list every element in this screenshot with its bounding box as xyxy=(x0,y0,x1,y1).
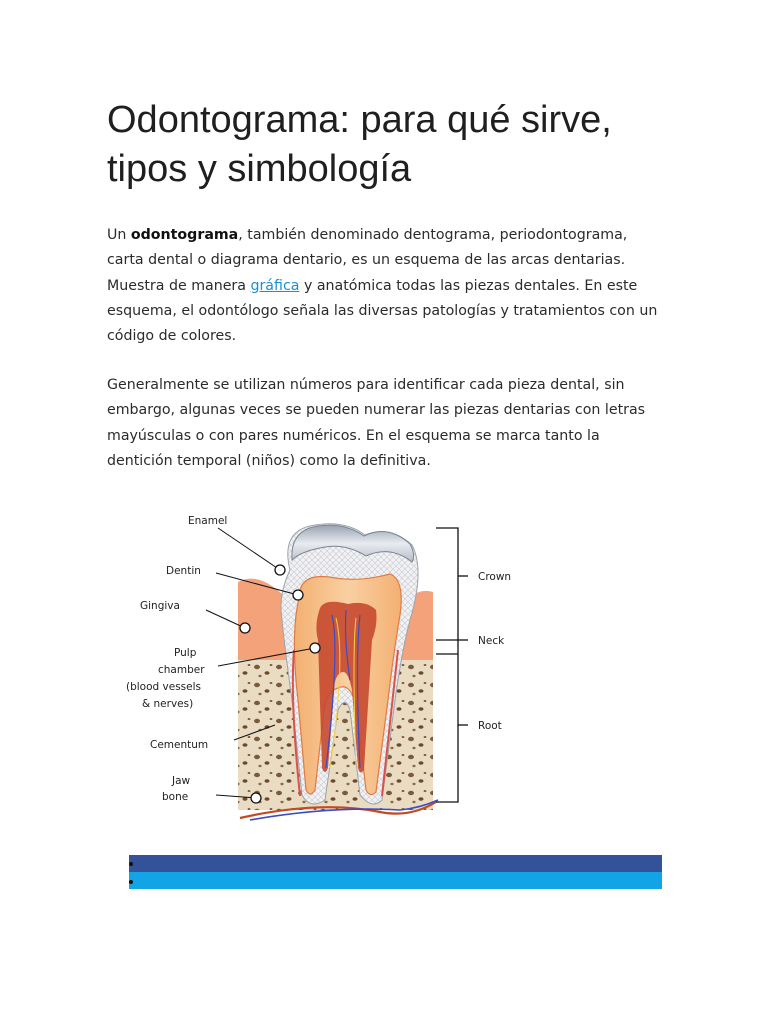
label-jaw-1: Jaw xyxy=(172,775,191,787)
label-cementum: Cementum xyxy=(150,739,209,751)
label-crown: Crown xyxy=(478,571,512,583)
paragraph-numbering: Generalmente se utilizan números para identificar cada pieza dental, sin embargo, algunas veces se pueden numerar las piezas dentarias con letras mayúsculas o con pares numéricos. En el esquema se marca tanto la dentición temporal (niños) como la definitiva. xyxy=(107,377,646,469)
grafica-link[interactable]: gráfica xyxy=(250,277,300,294)
intro-text-a: Un xyxy=(107,227,131,243)
intro-text-b: , también denominado dentograma, periodontograma, carta dental o diagrama dentario, es un esquema de las arcas dentarias. Muestra de manera xyxy=(107,227,628,294)
label-jaw-2: bone xyxy=(162,791,189,803)
label-gingiva: Gingiva xyxy=(140,600,180,612)
label-dentin: Dentin xyxy=(166,565,201,577)
intro-bold-term: odontograma xyxy=(130,227,239,243)
label-pulp-4: & nerves) xyxy=(142,698,194,710)
article-title xyxy=(107,96,707,194)
bullet-dot xyxy=(129,862,133,866)
jaw-bone-marker xyxy=(251,793,261,803)
pulp-marker xyxy=(310,643,320,653)
paragraph-intro xyxy=(107,223,667,349)
color-band-light xyxy=(129,872,662,889)
bullet-dot xyxy=(129,880,133,884)
gingiva-marker xyxy=(240,623,250,633)
title-line-2: tipos y simbología xyxy=(107,148,412,190)
label-root: Root xyxy=(478,720,502,732)
label-pulp-3: (blood vessels xyxy=(126,681,201,693)
intro-text-c: y anatómica todas las piezas dentales. En este esquema, el odontólogo señala las diversas patologías y tratamientos con un código de colores. xyxy=(107,277,658,345)
enamel-marker xyxy=(275,565,285,575)
label-enamel: Enamel xyxy=(188,515,228,527)
label-pulp-1: Pulp xyxy=(174,647,197,659)
title-line-1: Odontograma: para qué sirve, xyxy=(107,99,612,141)
label-pulp-2: chamber xyxy=(158,664,205,676)
label-neck: Neck xyxy=(478,635,505,647)
color-band-dark xyxy=(129,855,662,872)
dentin-marker xyxy=(293,590,303,600)
tooth-anatomy-diagram xyxy=(120,500,660,840)
